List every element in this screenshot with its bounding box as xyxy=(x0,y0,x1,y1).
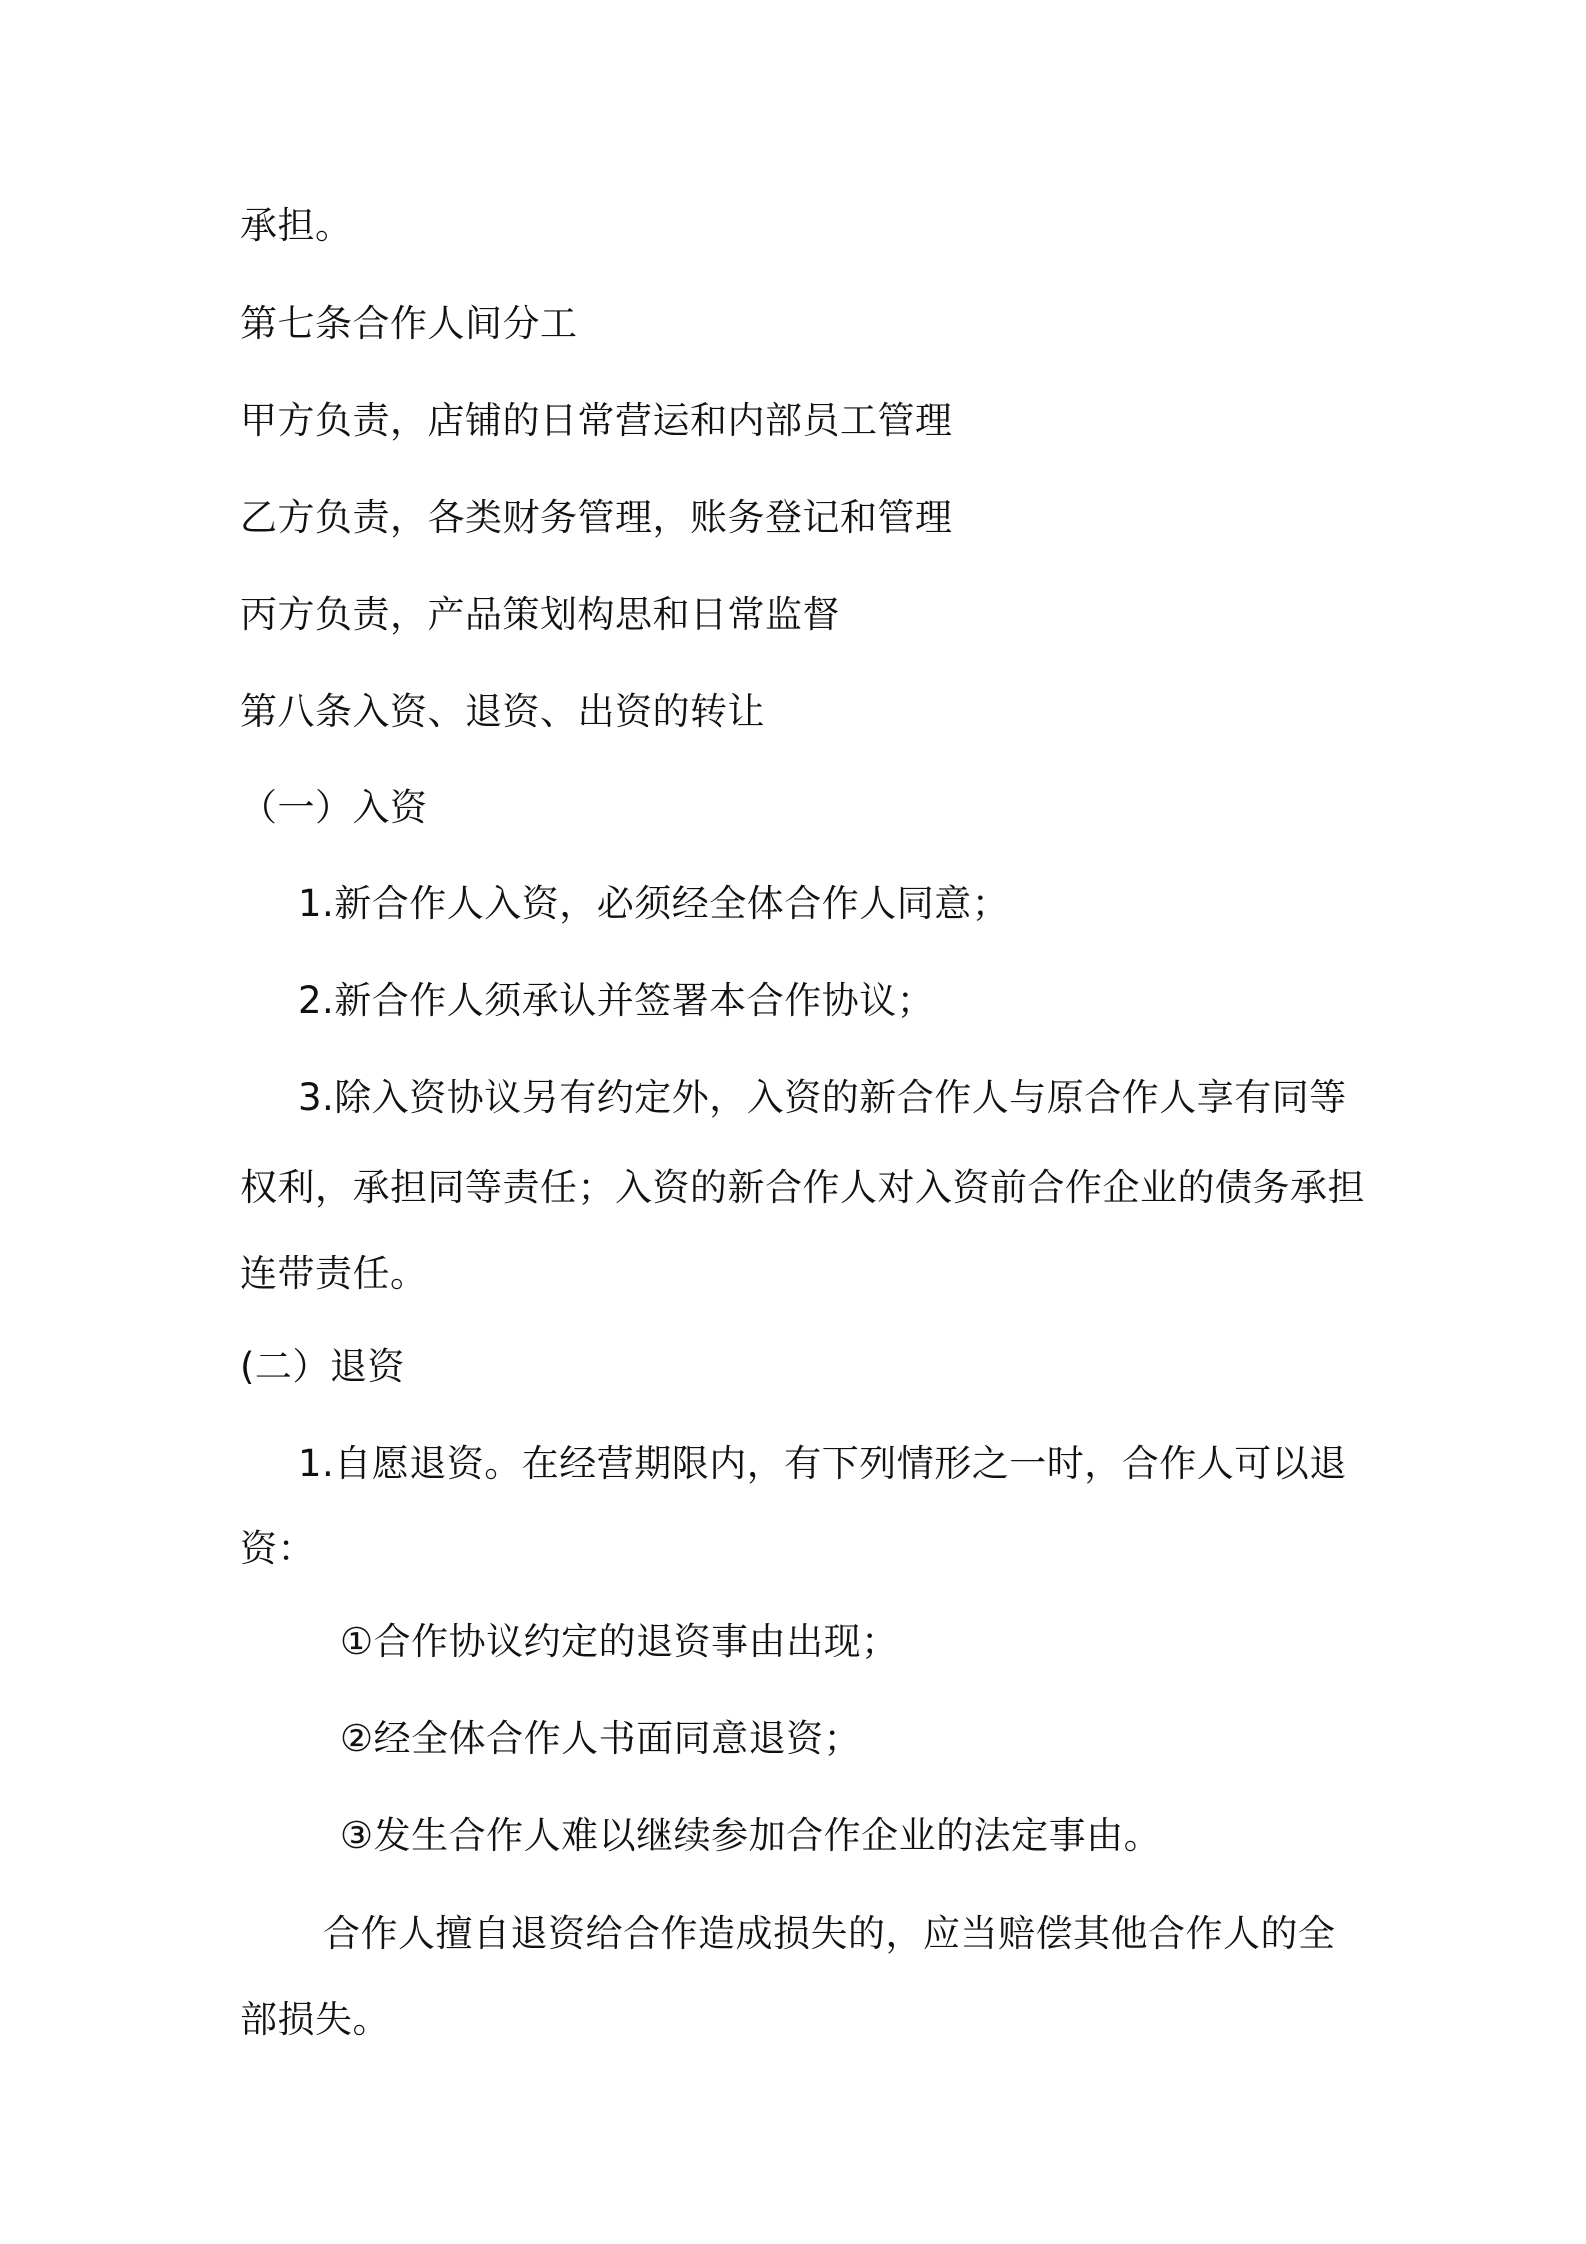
paragraph-line: 部损失。 xyxy=(240,1998,390,2041)
list-item: ①合作协议约定的退资事由出现； xyxy=(340,1620,899,1663)
paragraph-line: 权利，承担同等责任；入资的新合作人对入资前合作企业的债务承担 xyxy=(240,1166,1365,1209)
section-heading-article-8: 第八条入资、退资、出资的转让 xyxy=(240,690,765,733)
list-item: 3.除入资协议另有约定外，入资的新合作人与原合作人享有同等 xyxy=(298,1076,1347,1119)
list-item: 1.自愿退资。在经营期限内，有下列情形之一时，合作人可以退 xyxy=(298,1442,1347,1485)
subsection-heading: (二）退资 xyxy=(240,1345,405,1388)
paragraph-line: 资： xyxy=(240,1527,315,1570)
section-heading-article-7: 第七条合作人间分工 xyxy=(240,302,578,345)
paragraph-line: 连带责任。 xyxy=(240,1252,428,1295)
paragraph-line: 承担。 xyxy=(240,204,353,247)
list-item: 2.新合作人须承认并签署本合作协议； xyxy=(298,979,935,1022)
list-item: ③发生合作人难以继续参加合作企业的法定事由。 xyxy=(340,1814,1162,1857)
paragraph-line: 丙方负责，产品策划构思和日常监督 xyxy=(240,593,840,636)
paragraph-line: 合作人擅自退资给合作造成损失的，应当赔偿其他合作人的全 xyxy=(323,1912,1336,1955)
paragraph-line: 乙方负责，各类财务管理，账务登记和管理 xyxy=(240,496,953,539)
list-item: ②经全体合作人书面同意退资； xyxy=(340,1717,862,1760)
subsection-heading: （一）入资 xyxy=(240,786,428,829)
paragraph-line: 甲方负责，店铺的日常营运和内部员工管理 xyxy=(240,399,953,442)
list-item: 1.新合作人入资，必须经全体合作人同意； xyxy=(298,882,1010,925)
